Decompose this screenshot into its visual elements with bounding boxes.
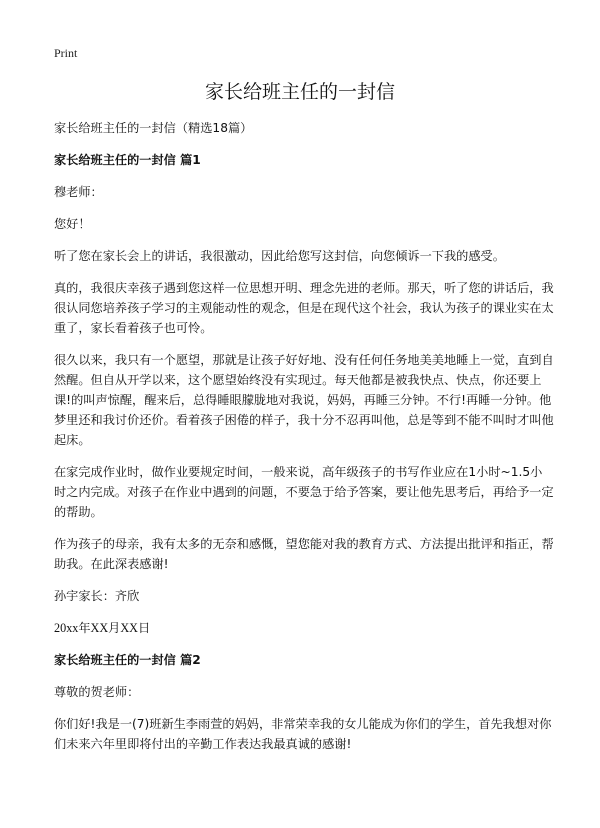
letter-1-paragraph: 真的，我很庆幸孩子遇到您这样一位思想开明、理念先进的老师。那天，听了您的讲话后，我很认同您培养孩子学习的主观能动性的观念，但是在现代这个社会，我认为孩子的课业实在太重了，家长看着孩子也可怜。: [54, 281, 554, 335]
letter-2-heading: 家长给班主任的一封信 篇2: [54, 653, 201, 667]
letter-1-date: 20xx年XX月XX日: [54, 621, 151, 635]
letter-1-paragraph: 在家完成作业时，做作业要规定时间，一般来说，高年级孩子的书写作业应在1小时~1.5小时之内完成。对孩子在作业中遇到的问题，不要急于给予答案，要让他先思考后，再给予一定的帮助。: [54, 465, 554, 519]
letter-2-paragraph: 你们好!我是一(7)班新生李雨萱的妈妈，非常荣幸我的女儿能成为你们的学生，首先我想对你们未来六年里即将付出的辛勤工作表达我最真诚的感谢!: [54, 717, 552, 751]
letter-1-salutation: 穆老师：: [54, 185, 103, 199]
letter-1-signature: 孙宇家长：齐欣: [54, 589, 140, 603]
letter-1-paragraph: 听了您在家长会上的讲话，我很激动，因此给您写这封信，向您倾诉一下我的感受。: [54, 249, 505, 263]
letter-1-heading: 家长给班主任的一封信 篇1: [54, 153, 201, 167]
page-title: 家长给班主任的一封信: [204, 81, 395, 103]
letter-2-salutation: 尊敬的贺老师：: [54, 685, 140, 699]
letter-1-paragraph: 作为孩子的母亲，我有太多的无奈和感慨，望您能对我的教育方式、方法提出批评和指正，帮助我。在此深表感谢!: [54, 537, 554, 571]
article-subtitle: 家长给班主任的一封信（精选18篇）: [54, 121, 253, 135]
print-link[interactable]: Print: [54, 46, 78, 60]
article-body: [54, 118, 554, 766]
letter-1-paragraph: 很久以来，我只有一个愿望，那就是让孩子好好地、没有任何任务地美美地睡上一觉，直到自然醒。但自从开学以来，这个愿望始终没有实现过。每天他都是被我快点、快点，你还要上课!的叫声惊醒，醒来后，总得睡眼朦胧地对我说，妈妈，再睡三分钟。不行!再睡一分钟。他梦里还和我讨价还价。看着孩子困倦的样子，我十分不忍再叫他，总是等到不能不叫时才叫他起床。: [54, 353, 554, 447]
letter-1-greeting: 您好！: [54, 217, 91, 231]
